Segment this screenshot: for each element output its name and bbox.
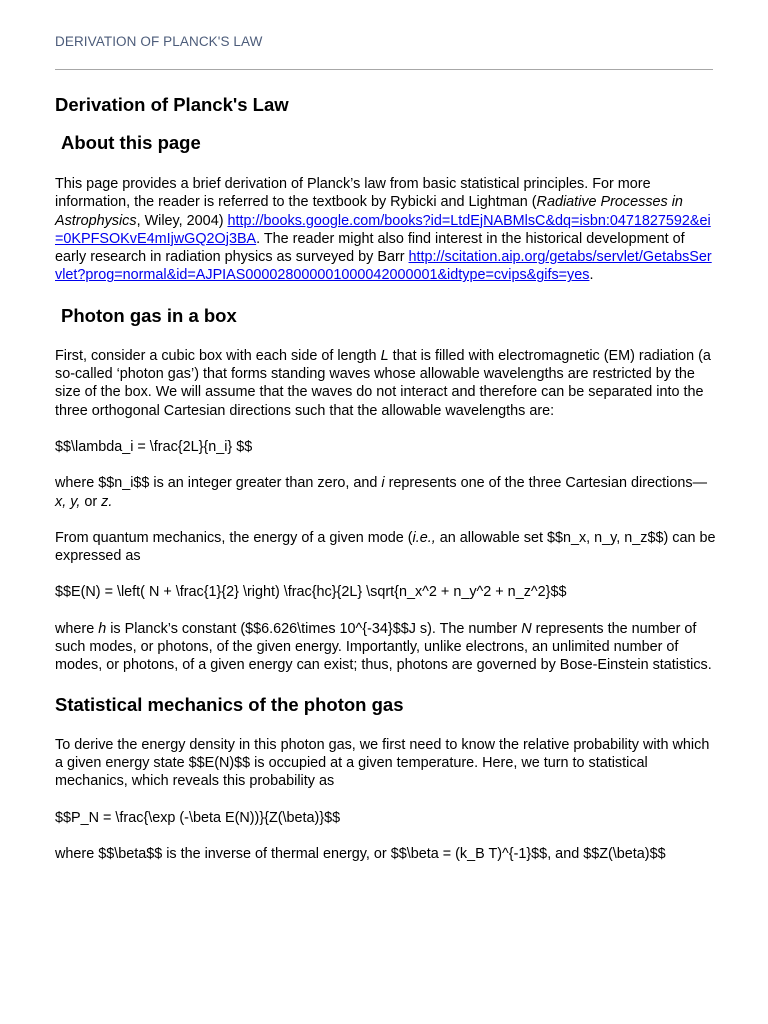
var-N: N [521,620,532,637]
heading-photon-gas: Photon gas in a box [61,304,237,326]
google-books-link[interactable]: http://books.google.com/books?id=LtdEjNABMlsC&dq=isbn:0471827592&ei=0KPFSOKvE4mIjwGQ2Oj3BA [55,212,711,247]
var-xy: x, y, [55,493,81,510]
heading-stat-mech: Statistical mechanics of the photon gas [55,693,404,715]
equation-wavelength: $$\lambda_i = \frac{2L}{n_i} $$ [55,438,253,455]
document-body [55,91,717,863]
var-z: z. [101,493,113,510]
photon-text-7: an allowable set $$n_x, n_y, n_z$$) can be expressed as [55,529,716,565]
about-text-1: This page provides a brief derivation of Planck’s law from basic statistical principles. For more information, the reader is referred to the textbook by Rybicki and Lightman ( [55,176,651,211]
running-header: DERIVATION OF PLANCK'S LAW [55,34,263,49]
var-h: h [98,620,107,637]
stat-mech-paragraph-2: where $$\beta$$ is the inverse of thermal energy, or $$\beta = (k_B T)^{-1}$$, and $$Z(\beta)$$ [55,845,666,862]
equation-energy: $$E(N) = \left( N + \frac{1}{2} \right) \frac{hc}{2L} \sqrt{n_x^2 + n_y^2 + n_z^2}$$ [55,584,567,601]
var-L: L [380,347,389,364]
photon-gas-paragraph-3 [55,529,717,566]
photon-text-10: represents the number of such modes, or photons, of the given energy. Importantly, unlike electrons, an unlimited number of modes, or photons, of a given energy can exist; thus, photons are governed by Bose-Einstein statistics. [55,620,712,674]
scitation-link[interactable]: http://scitation.aip.org/getabs/servlet/GetabsServlet?prog=normal&id=AJPIAS000028000001000042000001&idtype=cvips&gifs=yes [55,249,712,284]
photon-text-8: where [55,620,99,637]
heading-about: About this page [61,132,201,153]
var-i: i [381,475,385,492]
photon-gas-paragraph-1 [55,347,717,420]
photon-gas-paragraph-2 [55,474,717,511]
photon-gas-paragraph-4 [55,620,717,675]
photon-text-3: where $$n_i$$ is an integer greater than zero, and [55,475,382,492]
photon-text-2: that is filled with electromagnetic (EM) radiation (a so-called ‘photon gas’) that forms standing waves whose allowable wavelengths are restricted by the size of the box. We will assume that the waves do not interact and therefore can be separated into the three orthogonal Cartesian directions such that the allowable wavelengths are: [55,347,711,419]
photon-text-5: or [80,493,102,510]
photon-text-9: is Planck’s constant ($$6.626\times 10^{-34}$$J s). The number [106,620,522,637]
photon-text-6: From quantum mechanics, the energy of a given mode ( [55,529,413,546]
photon-text-4: represents one of the three Cartesian directions— [384,475,707,492]
about-text-2: , Wiley, 2004) [136,212,228,229]
page-title: Derivation of Planck's Law [55,94,289,115]
equation-probability: $$P_N = \frac{\exp (-\beta E(N))}{Z(\beta)}$$ [55,809,341,826]
photon-text-1: First, consider a cubic box with each side of length [55,347,381,364]
about-paragraph [55,175,717,285]
stat-mech-paragraph-1: To derive the energy density in this photon gas, we first need to know the relative probability with which a given energy state $$E(N)$$ is occupied at a given temperature. Here, we turn to statistical mechanics, which reveals this probability as [55,736,710,790]
header-divider [55,69,713,70]
book-title: Radiative Processes in Astrophysics [55,194,683,229]
ie-abbrev: i.e., [412,529,436,546]
about-text-3: . The reader might also find interest in the historical development of early research in radiation physics as surveyed by Barr [55,230,685,266]
about-text-4: . [589,267,594,284]
